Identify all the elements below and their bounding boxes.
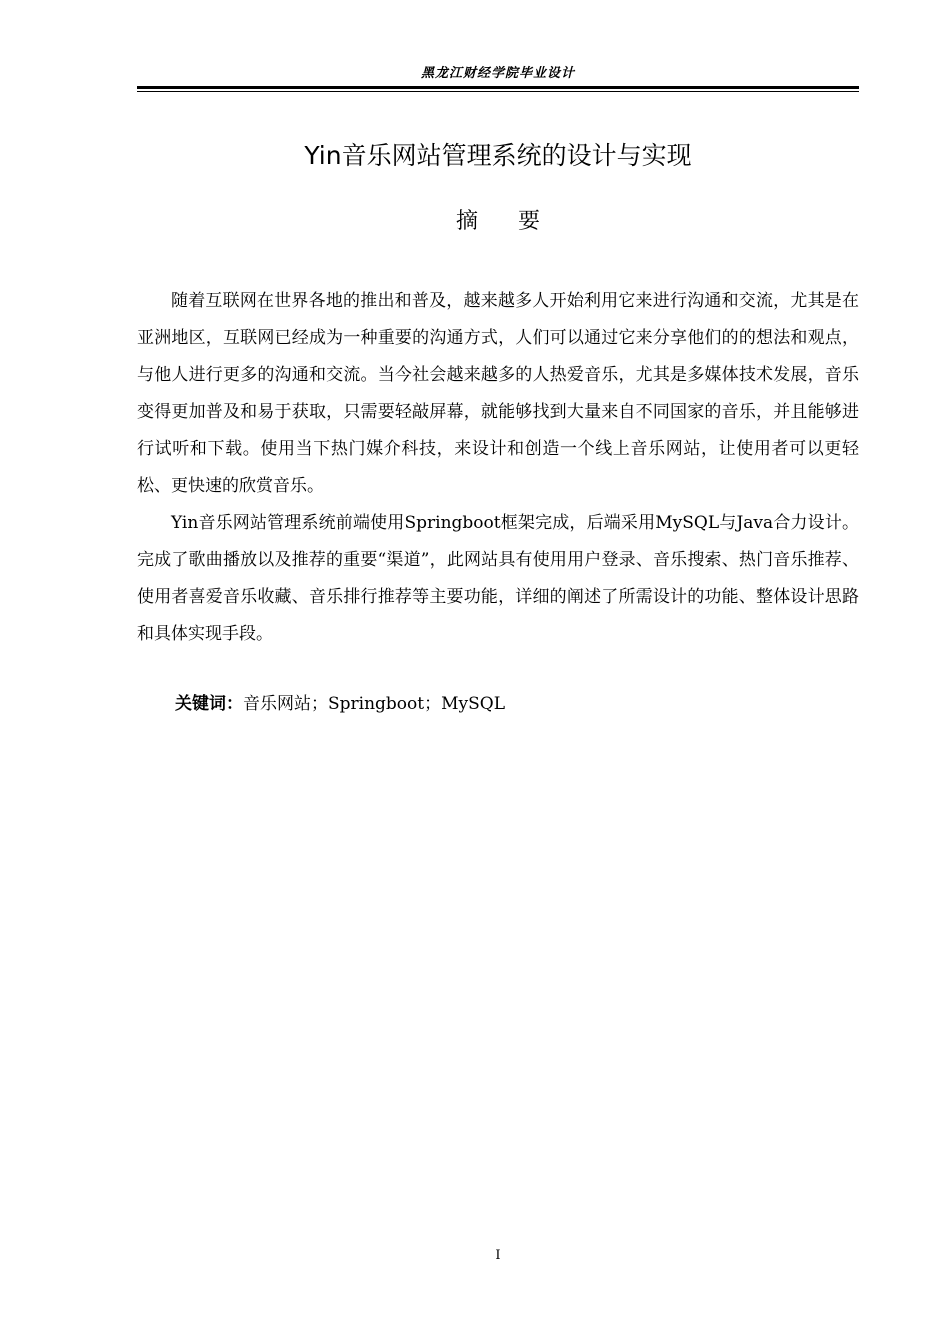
abstract-heading: 摘要 [455, 209, 580, 234]
abstract-paragraph-1: 随着互联网在世界各地的推出和普及，越来越多人开始利用它来进行沟通和交流，尤其是在亚洲地区，互联网已经成为一种重要的沟通方式，人们可以通过它来分享他们的的想法和观点，与他人进行更多的沟通和交流。当今社会越来越多的人热爱音乐，尤其是多媒体技术发展，音乐变得更加普及和易于获取，只需要轻敲屏幕，就能够找到大量来自不同国家的音乐，并且能够进行试听和下载。使用当下热门媒介科技，来设计和创造一个线上音乐网站，让使用者可以更轻松、更快速的欣赏音乐。 [137, 291, 859, 496]
running-header: 黑龙江财经学院毕业设计 [420, 66, 575, 81]
abstract-paragraph-2: Yin音乐网站管理系统前端使用Springboot框架完成，后端采用MySQL与Java合力设计。完成了歌曲播放以及推荐的重要“渠道”，此网站具有使用用户登录、音乐搜索、热门音乐推荐、使用者喜爱音乐收藏、音乐排行推荐等主要功能，详细的阐述了所需设计的功能、整体设计思路和具体实现手段。 [137, 513, 859, 644]
keywords-value: 音乐网站；Springboot；MySQL [243, 694, 505, 714]
keywords-line [175, 687, 859, 721]
header-rule-thick [137, 86, 859, 89]
keywords-label: 关键词： [175, 694, 243, 714]
document-title: Yin音乐网站管理系统的设计与实现 [304, 141, 692, 170]
header-rule-thin [137, 91, 859, 92]
page-number: I [495, 1248, 501, 1263]
abstract-body [137, 283, 859, 653]
